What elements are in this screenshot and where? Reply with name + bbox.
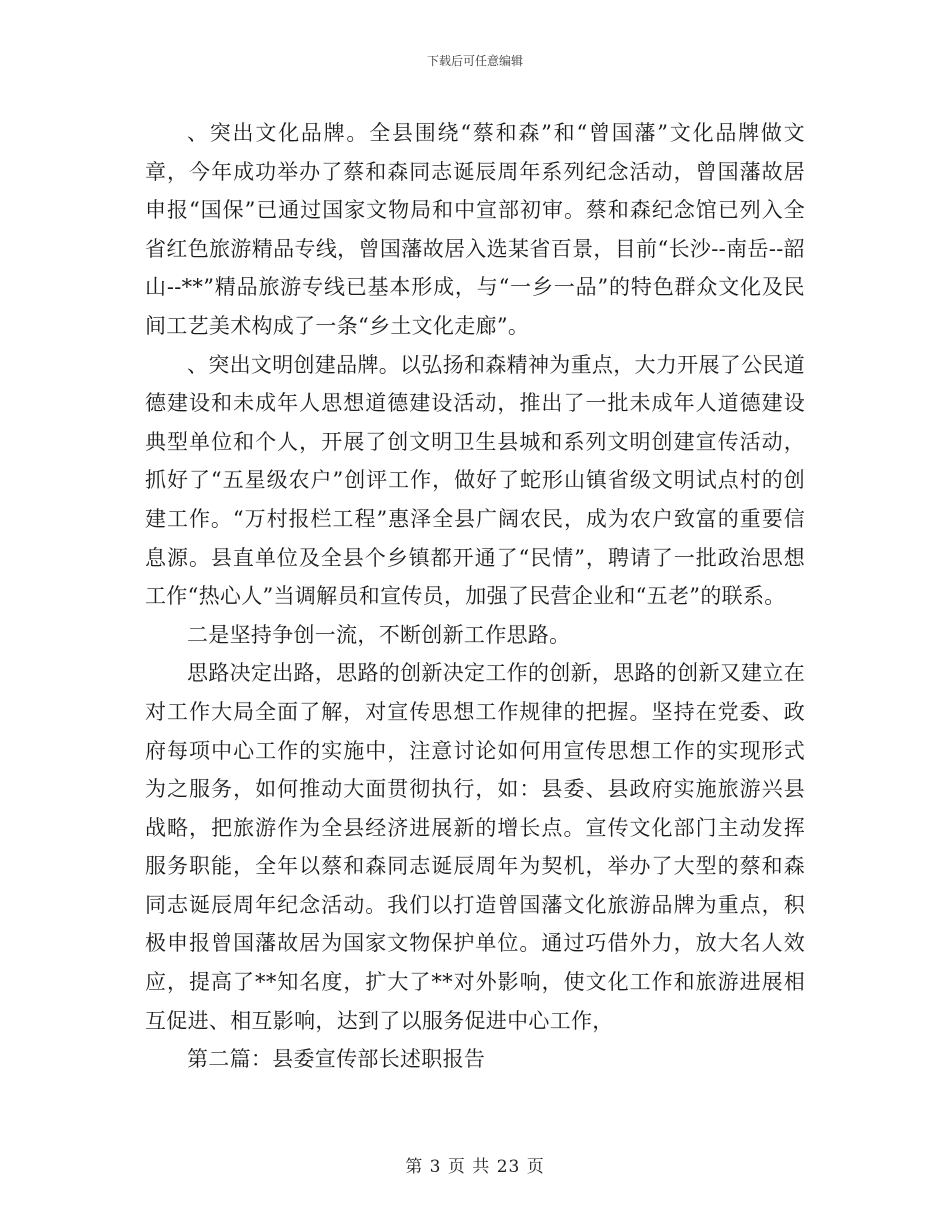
paragraph-culture-brand: 、突出文化品牌。全县围绕“蔡和森”和“曾国藩”文化品牌做文章，今年成功举办了蔡和森同志诞辰周年系列纪念活动，曾国藩故居申报“国保”已通过国家文物局和中宣部初审。蔡和森纪念馆已列入全省红色旅游精品专线，曾国藩故居入选某省百景，目前“长沙--南岳--韶山--**”精品旅游专线已基本形成，与“一乡一品”的特色群众文化及民间工艺美术构成了一条“乡土文化走廊”。 xyxy=(145,121,805,338)
paragraph-chapter-two-title: 第二篇：县委宣传部长述职报告 xyxy=(187,1047,486,1072)
page-number-footer: 第 3 页 共 23 页 xyxy=(405,1157,545,1177)
page-header: 下载后可任意编辑 xyxy=(426,54,523,68)
paragraph-section-two-heading: 二是坚持争创一流，不断创新工作思路。 xyxy=(187,622,571,647)
paragraph-civilization-brand: 、突出文明创建品牌。以弘扬和森精神为重点，大力开展了公民道德建设和未成年人思想道德建设活动，推出了一批未成年人道德建设典型单位和个人，开展了创文明卫生县城和系列文明创建宣传活动，抓好了“五星级农户”创评工作，做好了蛇形山镇省级文明试点村的创建工作。“万村报栏工程”惠泽全县广阔农民，成为农户致富的重要信息源。县直单位及全县个乡镇都开通了“民情”，聘请了一批政治思想工作“热心人”当调解员和宣传员，加强了民营企业和“五老”的联系。 xyxy=(145,352,805,609)
document-body xyxy=(145,114,805,1079)
paragraph-thinking: 思路决定出路，思路的创新决定工作的创新，思路的创新又建立在对工作大局全面了解，对宣传思想工作规律的把握。坚持在党委、政府每项中心工作的实施中，注意讨论如何用宣传思想工作的实现形式为之服务，如何推动大面贯彻执行，如：县委、县政府实施旅游兴县战略，把旅游作为全县经济进展新的增长点。宣传文化部门主动发挥服务职能，全年以蔡和森同志诞辰周年为契机，举办了大型的蔡和森同志诞辰周年纪念活动。我们以打造曾国藩文化旅游品牌为重点，积极申报曾国藩故居为国家文物保护单位。通过巧借外力，放大名人效应，提高了**知名度，扩大了**对外影响，使文化工作和旅游进展相互促进、相互影响，达到了以服务促进中心工作， xyxy=(145,661,805,1033)
